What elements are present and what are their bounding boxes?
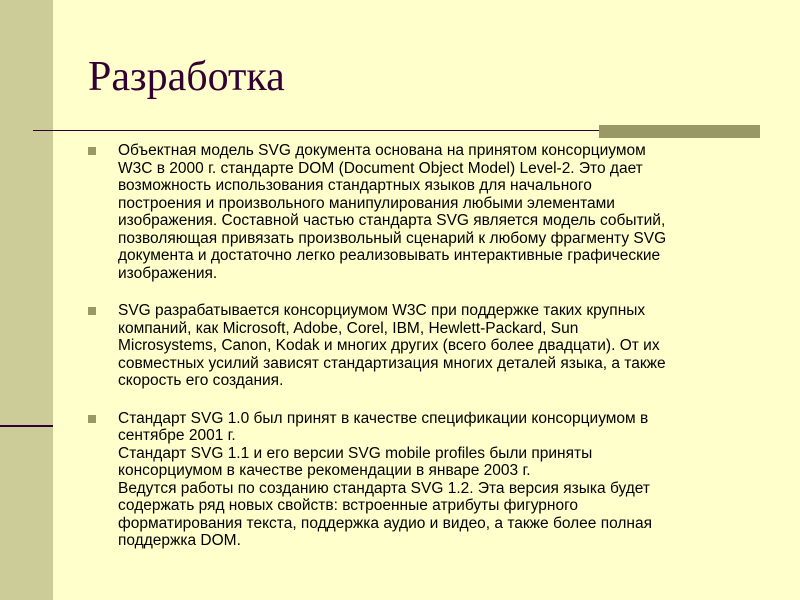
bullet-text-line: скорость его создания. <box>118 372 284 389</box>
bullet-text-line: Microsystems, Canon, Kodak и многих других (всего более двадцати). От их <box>118 337 660 354</box>
bullet-text <box>118 142 760 282</box>
slide-title: Разработка <box>88 54 285 100</box>
bullet-text-line: изображения. Составной частью стандарта SVG является модель событий, <box>118 212 666 229</box>
bullet-square-icon <box>88 307 96 315</box>
bullet-text-line: консорциумом в качестве рекомендации в январе 2003 г. <box>118 462 531 479</box>
bullet-text-line: построения и произвольного манипулирования любыми элементами <box>118 194 615 212</box>
bullet-text-line: Объектная модель SVG документа основана на принятом консорциумом <box>118 142 646 159</box>
bullet-text-line: документа и достаточно легко реализовывать интерактивные графические <box>118 247 661 264</box>
bullet-item <box>88 142 760 282</box>
bullet-text-line: форматирования текста, поддержка аудио и видео, а также более полная <box>118 514 653 532</box>
bullet-text-line: изображения. <box>118 264 218 282</box>
bullet-item <box>88 410 760 550</box>
title-accent-block <box>599 125 760 138</box>
bullet-text-line: позволяющая привязать произвольный сценарий к любому фрагменту SVG <box>118 229 667 247</box>
bullet-text <box>118 302 760 390</box>
bullet-square-icon <box>88 147 96 155</box>
bullet-text-line: компаний, как Microsoft, Adobe, Corel, IBM, Hewlett-Packard, Sun <box>118 319 579 337</box>
bullet-text-line: сентябре 2001 г. <box>118 427 236 444</box>
bullet-text-line: Стандарт SVG 1.0 был принят в качестве спецификации консорциумом в <box>118 409 649 427</box>
left-decorative-bar <box>0 0 53 600</box>
bullet-text-line: Стандарт SVG 1.1 и его версии SVG mobile profiles были приняты <box>118 444 593 462</box>
bullet-text <box>118 410 760 550</box>
bullet-square-icon <box>88 415 96 423</box>
bullet-list <box>88 142 760 570</box>
bullet-text-line: SVG разрабатывается консорциумом W3C при поддержке таких крупных <box>118 302 646 319</box>
bullet-text-line: совместных усилий зависят стандартизация многих деталей языка, а также <box>118 354 666 372</box>
bullet-item <box>88 302 760 390</box>
bullet-text-line: поддержка DOM. <box>118 532 241 549</box>
bullet-text-line: содержать ряд новых свойств: встроенные атрибуты фигурного <box>118 497 579 514</box>
bullet-text-line: возможность использования стандартных языков для начального <box>118 177 592 194</box>
bullet-text-line: Ведутся работы по созданию стандарта SVG 1.2. Эта версия языка будет <box>118 479 650 497</box>
left-bar-divider <box>0 425 53 427</box>
bullet-text-line: W3C в 2000 г. стандарте DOM (Document Object Model) Level-2. Это дает <box>118 159 643 177</box>
